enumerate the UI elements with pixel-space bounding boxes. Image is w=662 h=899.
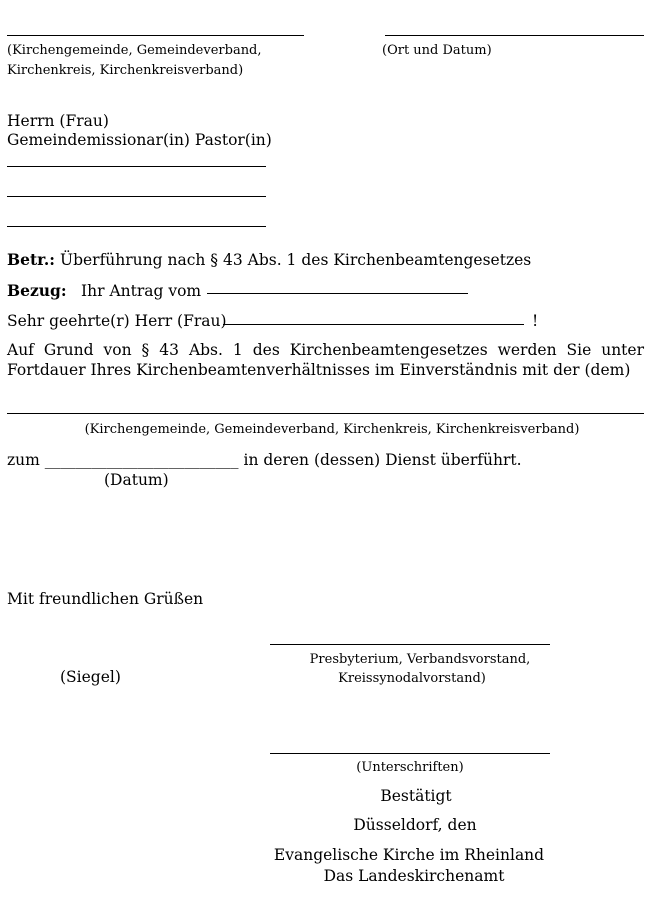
entity-label: (Kirchengemeinde, Gemeindeverband, Kirchenkreis, Kirchenkreisverband) bbox=[84, 422, 580, 437]
subject-label: Betr.: bbox=[7, 250, 55, 269]
organization-line1: Evangelische Kirche im Rheinland bbox=[273, 846, 545, 864]
recipient-salutation: Herrn (Frau) bbox=[7, 112, 109, 130]
place-date-line bbox=[385, 35, 644, 36]
date-label: (Datum) bbox=[104, 471, 169, 489]
signatures-label: (Unterschriften) bbox=[356, 760, 464, 775]
greeting-punct: ! bbox=[532, 312, 539, 330]
signer-line bbox=[270, 644, 550, 645]
sender-label-line2: Kirchenkreis, Kirchenkreisverband) bbox=[7, 63, 244, 78]
recipient-title: Gemeindemissionar(in) Pastor(in) bbox=[7, 131, 272, 149]
transfer-sentence bbox=[7, 450, 522, 470]
confirmed-text: Bestätigt bbox=[380, 787, 452, 805]
greeting-name-line bbox=[223, 324, 524, 325]
reference-date-line bbox=[207, 293, 468, 294]
entity-line bbox=[7, 413, 644, 414]
organization-line2: Das Landeskirchenamt bbox=[323, 867, 505, 885]
place-date-label: (Ort und Datum) bbox=[382, 43, 492, 58]
transfer-suffix: in deren (dessen) Dienst überführt. bbox=[243, 451, 522, 469]
signer-label-line1: Presbyterium, Verbandsvorstand, bbox=[309, 652, 531, 667]
signer-label-line2: Kreissynodalvorstand) bbox=[338, 671, 486, 686]
reference-label: Bezug: bbox=[7, 281, 67, 300]
seal-label: (Siegel) bbox=[60, 668, 121, 686]
sender-line bbox=[7, 35, 304, 36]
sender-label-line1: (Kirchengemeinde, Gemeindeverband, bbox=[7, 43, 262, 58]
recipient-address-line-1 bbox=[7, 166, 266, 167]
transfer-date-blank: _________________________ bbox=[44, 451, 239, 469]
signatures-line bbox=[270, 753, 550, 754]
recipient-address-line-2 bbox=[7, 196, 266, 197]
body-paragraph: Auf Grund von § 43 Abs. 1 des Kirchenbeamtengesetzes werden Sie unter Fortdauer Ihres Kirchenbeamtenverhältnisses im Einverständnis mit der (dem) bbox=[7, 341, 644, 379]
subject-text: Überführung nach § 43 Abs. 1 des Kirchenbeamtengesetzes bbox=[60, 251, 532, 269]
greeting-text: Sehr geehrte(r) Herr (Frau) bbox=[7, 312, 227, 330]
recipient-address-line-3 bbox=[7, 226, 266, 227]
transfer-prefix: zum bbox=[7, 451, 40, 469]
reference-text: Ihr Antrag vom bbox=[81, 282, 202, 300]
closing-text: Mit freundlichen Grüßen bbox=[7, 590, 204, 608]
confirmation-place: Düsseldorf, den bbox=[353, 816, 477, 834]
